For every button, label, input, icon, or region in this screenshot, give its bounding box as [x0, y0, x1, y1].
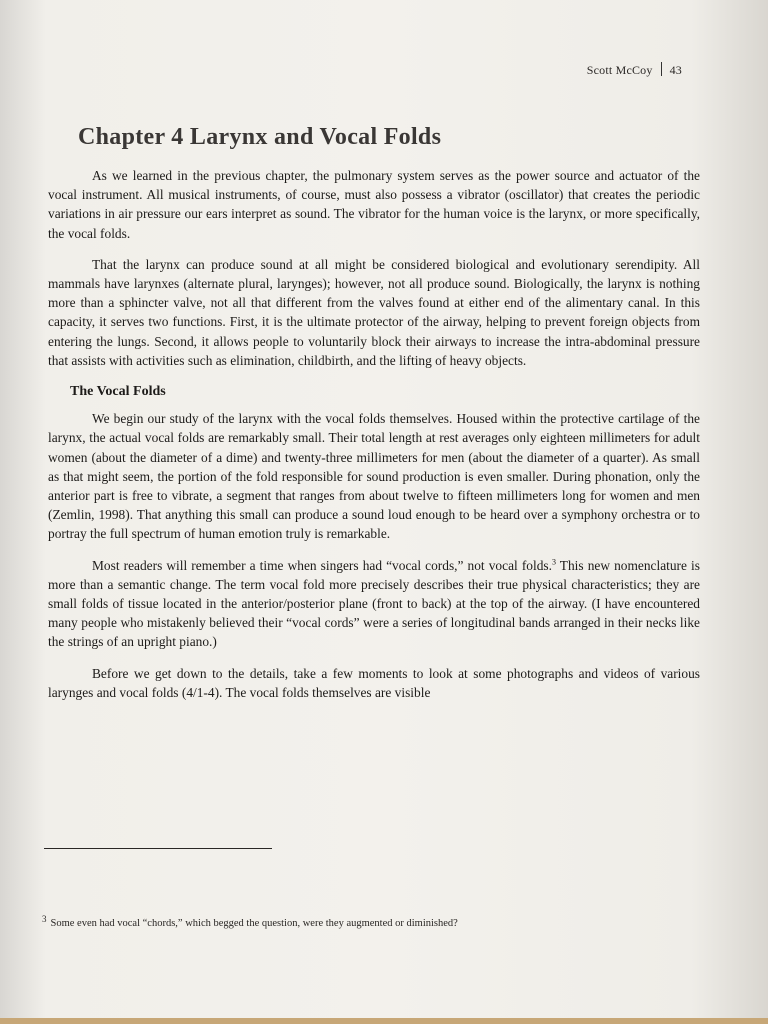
- page-number: 43: [669, 63, 682, 77]
- paragraph-vocal-folds: We begin our study of the larynx with the vocal folds themselves. Housed within the protective cartilage of the larynx, the actual vocal folds are remarkably small. Their total length at rest averages only eighteen millimeters for adult women (about the diameter of a dime) and twenty-three millimeters for men (about the diameter of a quarter). As small as that might seem, the portion of the fold responsible for sound production is even smaller. During phonation, only the anterior part is free to vibrate, a segment that ranges from about twelve to fifteen millimeters long for women and men (Zemlin, 1998). That anything this small can produce a sound loud enough to be heard over a symphony orchestra or to portray the full spectrum of human emotion truly is remarkable.: [48, 411, 700, 542]
- nomenclature-text-end: This new nomenclature is more than a semantic change. The term vocal fold more precisely describes their true physical characteristics; they are small folds of tissue located in the anterior/posterior plane (front to back) at the top of the airway. (I have encountered many people who mistakenly believed their “vocal cords” were a series of longitudinal bands arranged in their necks like the strings of an upright piano.): [48, 557, 700, 650]
- paragraph-details: Before we get down to the details, take a few moments to look at some photographs and videos of various larynges and vocal folds (4/1-4). The vocal folds themselves are visible: [48, 665, 700, 700]
- footnote-marker: 3: [42, 913, 47, 924]
- footnote-reference: 3: [551, 557, 556, 567]
- paragraph-intro: As we learned in the previous chapter, the pulmonary system serves as the power source and actuator of the vocal instrument. All musical instruments, of course, must also possess a vibrator (oscillator) that creates the periodic variations in air pressure our ears interpret as sound. The vibrator for the human voice is the larynx, or more specifically, the vocal folds.: [48, 168, 700, 241]
- page-edge: [0, 1018, 768, 1024]
- author-name: Scott McCoy: [586, 63, 653, 77]
- footnote-divider: [44, 848, 272, 849]
- section-heading: The Vocal Folds: [70, 384, 166, 400]
- header-separator: [661, 62, 662, 76]
- nomenclature-text-start: Most readers will remember a time when singers had “vocal cords,” not vocal folds.: [92, 557, 552, 573]
- footnote: [42, 913, 458, 929]
- chapter-title: Chapter 4 Larynx and Vocal Folds: [78, 124, 442, 150]
- paragraph-larynx: That the larynx can produce sound at all might be considered biological and evolutionary serendipity. All mammals have larynxes (alternate plural, larynges); however, not all produce sound. Biologically, the larynx is nothing more than a sphincter valve, not all that different from the valves found at either end of the alimentary canal. In this capacity, it serves two functions. First, it is the ultimate protector of the airway, helping to prevent foreign objects from entering the lungs. Second, it allows people to voluntarily block their airways to increase the intra-abdominal pressure that assists with activities such as elimination, childbirth, and the lifting of heavy objects.: [48, 256, 700, 368]
- footnote-text: Some even had vocal “chords,” which begged the question, were they augmented or diminished?: [50, 918, 458, 929]
- body-text: [48, 166, 700, 714]
- running-head: [587, 62, 682, 78]
- paragraph-nomenclature: [48, 556, 700, 652]
